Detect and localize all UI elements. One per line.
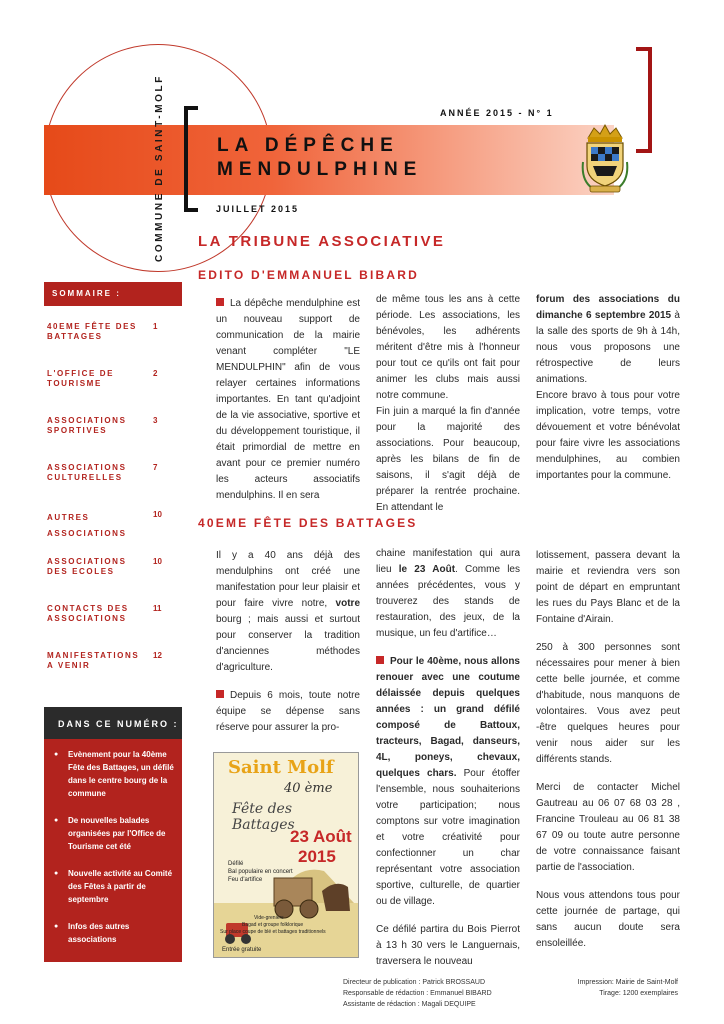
credits [343, 977, 492, 1010]
section-title: LA TRIBUNE ASSOCIATIVE [198, 233, 446, 250]
toc-page: 7 [153, 463, 158, 472]
battages-column-1 [216, 548, 360, 736]
toc-label: CONTACTS DES ASSOCIATIONS [47, 604, 129, 623]
poster-edition: 40 ème [284, 781, 333, 796]
toc-page: 12 [153, 651, 162, 660]
toc-label: L'OFFICE DE TOURISME [47, 369, 115, 388]
toc-label: MANIFESTATIONS A VENIR [47, 651, 140, 670]
battages-column-2 [376, 546, 520, 970]
battages-text: chaine manifestation qui aura lieu [376, 548, 520, 575]
highlights-list [54, 748, 180, 960]
battages-column-3 [536, 548, 680, 952]
edito-column-3 [536, 292, 680, 484]
newsletter-title [217, 134, 422, 182]
battages-bold-text: votre [335, 598, 360, 609]
poster-date: 23 Août [290, 827, 352, 846]
coat-of-arms-icon [580, 122, 630, 196]
copies-text: Tirage: 1200 exemplaires [599, 990, 678, 997]
poster-year: 2015 [298, 847, 336, 866]
battages-text: Depuis 6 mois, toute notre équipe se dépense sans réserve pour assurer la pro- [216, 690, 360, 733]
toc-label: AUTRES ASSOCIATIONS [47, 513, 127, 538]
bullet-square-icon [216, 690, 224, 698]
battages-text: Il y a 40 ans déjà des mendulphins ont créé une manifestation pour leur plaisir et pour faire vivre notre, [216, 550, 360, 609]
toc-label: ASSOCIATIONS SPORTIVES [47, 416, 127, 435]
edito-text: Encore bravo à tous pour votre implication, votre temps, votre dévouement et votre bénévolat pour faire vivre les associations mendulphines, au combien importantes pour la commune. [536, 390, 680, 481]
battages-text: Merci de contacter Michel Gautreau au 06 07 68 03 28 , Francine Trouleau au 06 81 38 67 09 ou toute autre personne de votre connaissance faisant partie de l'association. [536, 782, 680, 873]
highlight-item: ● De nouvelles balades organisées par l'Office de Tourisme cet été [54, 814, 180, 853]
toc-label: ASSOCIATIONS CULTURELLES [47, 463, 127, 482]
printing-info [560, 977, 678, 999]
battages-text: 250 à 300 personnes sont nécessaires pour mener à bien cette belle journée, et comme d'habitude, nous manquons de volontaires. Vous avez peut -être quelques heures pour venir nous aider sur les différents stands. [536, 642, 680, 765]
highlight-item: ● Evènement pour la 40ème Fête des Battages, un défilé dans le centre bourg de la commune [54, 748, 180, 800]
poster-line: Feu d'artifice [228, 877, 263, 883]
battages-text: bourg ; mais aussi et surtout pour conserver la tradition d'anciennes méthodes d'agriculture. [216, 614, 360, 673]
battages-bold-text: le 23 Août [398, 564, 456, 575]
credit-assistant: Assistante de rédaction : Magali DEQUIPE [343, 1001, 476, 1008]
poster-event: Fête des Battages [232, 801, 295, 833]
event-poster [213, 752, 359, 958]
highlight-item: ● Infos des autres associations [54, 920, 180, 946]
edito-bold-text: forum des associations du dimanche 6 septembre 2015 [536, 294, 680, 321]
right-bracket [636, 47, 652, 153]
battages-text: Nous vous attendons tous pour cette journée de partage, qui sans aucun doute sera ensoleillée. [536, 890, 680, 949]
toc-page: 10 [153, 557, 162, 566]
battages-bold-text: Pour le 40ème, nous allons renouer avec une coutume délaissée depuis quelques années : un grand défilé composé de Battoux, tracteurs, Bagad, danseurs, 4L, poneys, chevaux, quelques chars. [376, 656, 520, 779]
poster-title: Saint Molf [228, 757, 334, 778]
highlights-heading: DANS CE NUMÉRO : [44, 707, 182, 739]
toc-label: 40EME FÊTE DES BATTAGES [47, 322, 137, 341]
edito-text: à la salle des sports de 9h à 14h, nous vous proposons une rétrospective de leurs animations. [536, 310, 680, 385]
edito-title: EDITO D'EMMANUEL BIBARD [198, 268, 420, 282]
edito-text: Fin juin a marqué la fin d'année pour la majorité des associations. Pour beaucoup, après les bilans de fin de saisons, il s'agit déjà de préparer la rentrée prochaine. En attendant le [376, 406, 520, 513]
battages-text: Pour étoffer l'ensemble, nous souhaiterions votre participation; nous comptons sur votre imagination et votre créativité pour confectionner un char représentant votre association sportive, culturelle, de quartier ou de village. [376, 768, 520, 907]
issue-date: JUILLET 2015 [216, 204, 300, 214]
poster-line: Bagad et groupe folklorique [242, 922, 304, 928]
toc-page: 1 [153, 322, 158, 331]
bullet-square-icon [216, 298, 224, 306]
edito-text: de même tous les ans à cette période. Les associations, les bénévoles, les adhérents méritent d'être mis à l'honneur pour tout ce qu'ils ont fait pour animer les clubs mais aussi notre commune. [376, 294, 520, 401]
credit-editor: Responsable de rédaction : Emmanuel BIBARD [343, 990, 492, 997]
poster-line: Vide-greniers [254, 915, 284, 921]
poster-footer: Entrée gratuite [222, 947, 262, 953]
poster-line: Bal populaire en concert [228, 869, 293, 875]
issue-number: ANNÉE 2015 - N° 1 [440, 108, 554, 118]
toc-page: 2 [153, 369, 158, 378]
sommaire-heading: SOMMAIRE : [44, 282, 182, 306]
commune-name: COMMUNE DE SAINT-MOLF [154, 74, 165, 262]
title-line-1: LA DÉPÊCHE [217, 135, 399, 156]
battages-text: Ce défilé partira du Bois Pierrot à 13 h 30 vers le Languernais, traversera le nouveau [376, 924, 520, 967]
battages-text: . Comme les années précédentes, vous y trouverez des stands de restauration, des jeux, de la musique, un feu d'artifice… [376, 564, 520, 639]
title-line-2: MENDULPHINE [217, 159, 423, 180]
credit-director: Directeur de publication : Patrick BROSSAUD [343, 979, 485, 986]
toc-page: 10 [153, 510, 162, 519]
toc-label: ASSOCIATIONS DES ECOLES [47, 557, 127, 576]
toc-page: 3 [153, 416, 158, 425]
battages-title: 40EME FÊTE DES BATTAGES [198, 516, 418, 530]
poster-line: Sur place coupe de blé et battages traditionnels [220, 929, 326, 935]
battages-text: lotissement, passera devant la mairie et reviendra vers son point de départ en empruntant les rues du Pays Blanc et de la Fontaine d'Airain. [536, 550, 680, 625]
toc-page: 11 [153, 604, 162, 613]
edito-column-1 [216, 296, 360, 504]
edito-column-2 [376, 292, 520, 516]
poster-line: Défilé [228, 861, 244, 867]
bullet-square-icon [376, 656, 384, 664]
edito-text: La dépêche mendulphine est un nouveau support de communication de la mairie venant compléter "LE MENDULPHIN" afin de vous relayer certaines informations importantes. En tant qu'adjoint de la vie associative, sportive et du développement touristique, il était primordial de mettre en avant pour ce premier numéro les acteurs associatifs mendulphins. Il en sera [216, 298, 360, 501]
printing-text: Impression: Mairie de Saint-Molf [577, 979, 678, 986]
left-bracket [184, 106, 198, 212]
highlight-item: ● Nouvelle activité au Comité des Fêtes à partir de septembre [54, 867, 180, 906]
